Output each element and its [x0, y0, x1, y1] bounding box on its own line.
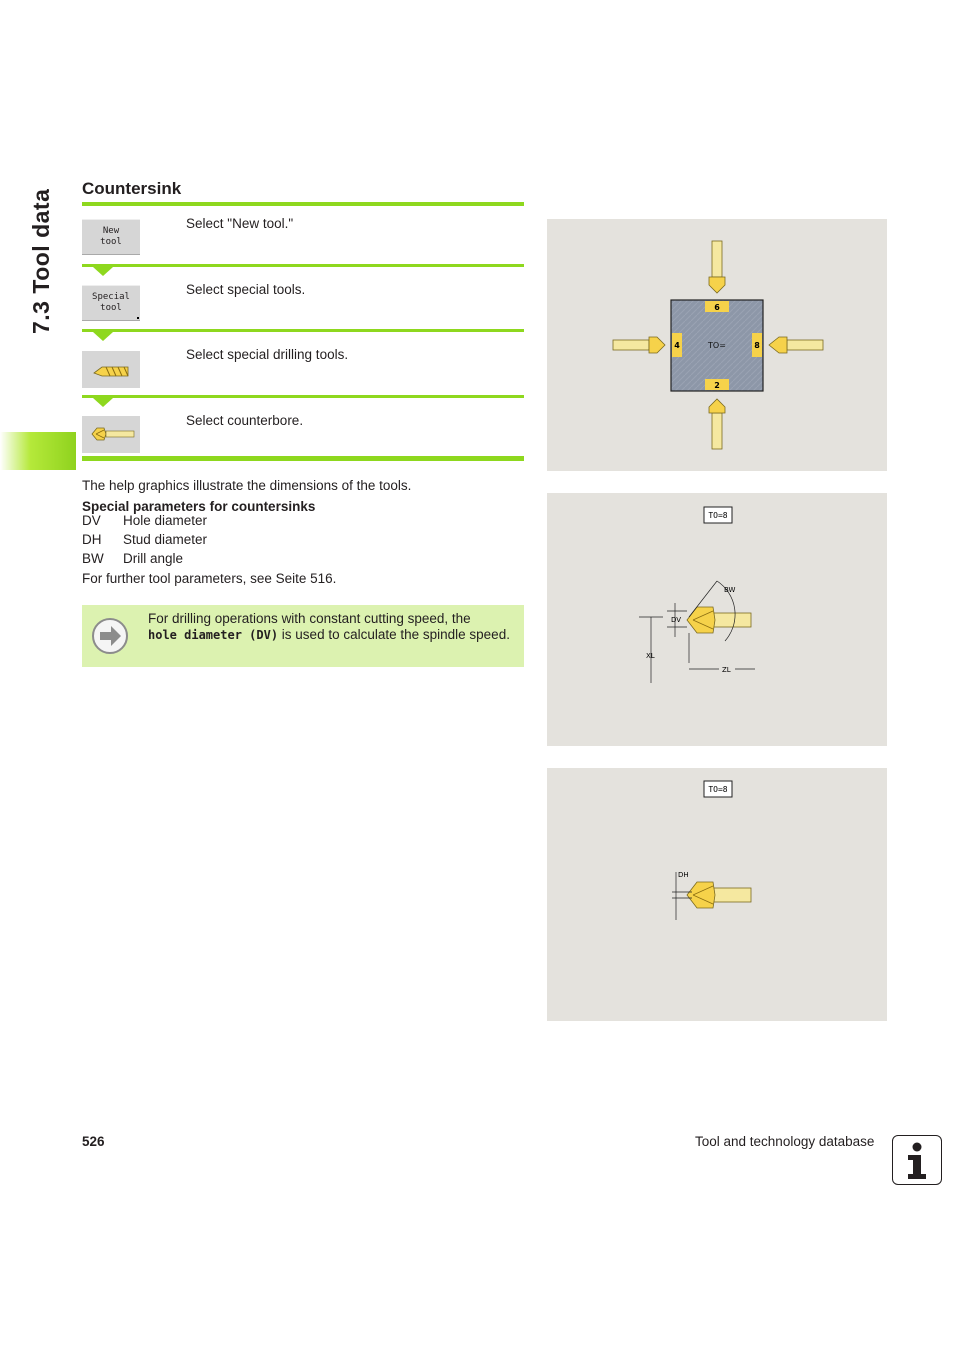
countersink-tool-icon — [82, 416, 140, 453]
step-3-text: Select special drilling tools. — [186, 347, 349, 362]
step-divider — [82, 329, 524, 332]
note-code: hole diameter (DV) — [148, 628, 279, 642]
intro-text: The help graphics illustrate the dimensions of the tools. — [82, 478, 412, 493]
section-title: Countersink — [82, 179, 182, 198]
bw-label: BW — [724, 586, 736, 594]
steps-end-rule — [82, 456, 524, 461]
countersink-stud-figure — [547, 768, 887, 1021]
step-arrow-icon — [93, 267, 113, 276]
tool-orientation-diagram — [547, 219, 887, 471]
label-bottom: 2 — [714, 381, 720, 390]
special-drilling-softkey[interactable] — [82, 351, 140, 388]
submenu-marker-icon — [137, 317, 139, 319]
note-box — [82, 605, 524, 667]
footer-title: Tool and technology database — [695, 1134, 875, 1149]
chapter-tab-bar — [0, 432, 76, 470]
zl-label: ZL — [722, 666, 731, 674]
step-4-text: Select counterbore. — [186, 413, 304, 428]
dv-label: DV — [671, 616, 682, 624]
step-1-text: Select "New tool." — [186, 216, 294, 231]
special-tool-softkey[interactable]: Special tool — [82, 285, 140, 321]
param-desc: Stud diameter — [123, 532, 208, 547]
param-code: DV — [82, 513, 101, 528]
section-rule — [82, 202, 524, 206]
step-2-text: Select special tools. — [186, 282, 306, 297]
drill-tool-icon — [82, 351, 140, 388]
new-tool-softkey[interactable]: New tool — [82, 219, 140, 255]
step-divider — [82, 264, 524, 267]
label-top: 6 — [714, 303, 720, 312]
chapter-tab-title: 7.3 Tool data — [28, 188, 54, 334]
label-right: 8 — [754, 341, 760, 350]
label-left: 4 — [674, 341, 680, 350]
note-text: For drilling operations with constant cutting speed, the hole diameter (DV) is used to calculate the spindle speed. — [148, 611, 510, 642]
step-arrow-icon — [93, 398, 113, 407]
step-arrow-icon — [93, 332, 113, 341]
label-center: TO= — [708, 341, 726, 350]
further-params-text: For further tool parameters, see Seite 516. — [82, 571, 337, 586]
param-code: BW — [82, 551, 104, 566]
page-number: 526 — [82, 1134, 105, 1149]
info-icon — [892, 1135, 942, 1185]
to-label: TO=8 — [708, 511, 728, 520]
params-heading: Special parameters for countersinks — [82, 499, 316, 514]
param-desc: Drill angle — [123, 551, 184, 566]
tool-orientation-figure — [547, 219, 887, 471]
xl-label: XL — [646, 652, 655, 660]
countersink-dimensions-diagram — [547, 493, 887, 746]
to-label: TO=8 — [708, 785, 728, 794]
countersink-dimensions-figure — [547, 493, 887, 746]
counterbore-softkey[interactable] — [82, 416, 140, 453]
step-divider — [82, 395, 524, 398]
param-code: DH — [82, 532, 102, 547]
dh-label: DH — [678, 871, 689, 879]
countersink-stud-diagram — [547, 768, 887, 1021]
param-desc: Hole diameter — [123, 513, 208, 528]
arrow-right-icon — [92, 618, 128, 654]
